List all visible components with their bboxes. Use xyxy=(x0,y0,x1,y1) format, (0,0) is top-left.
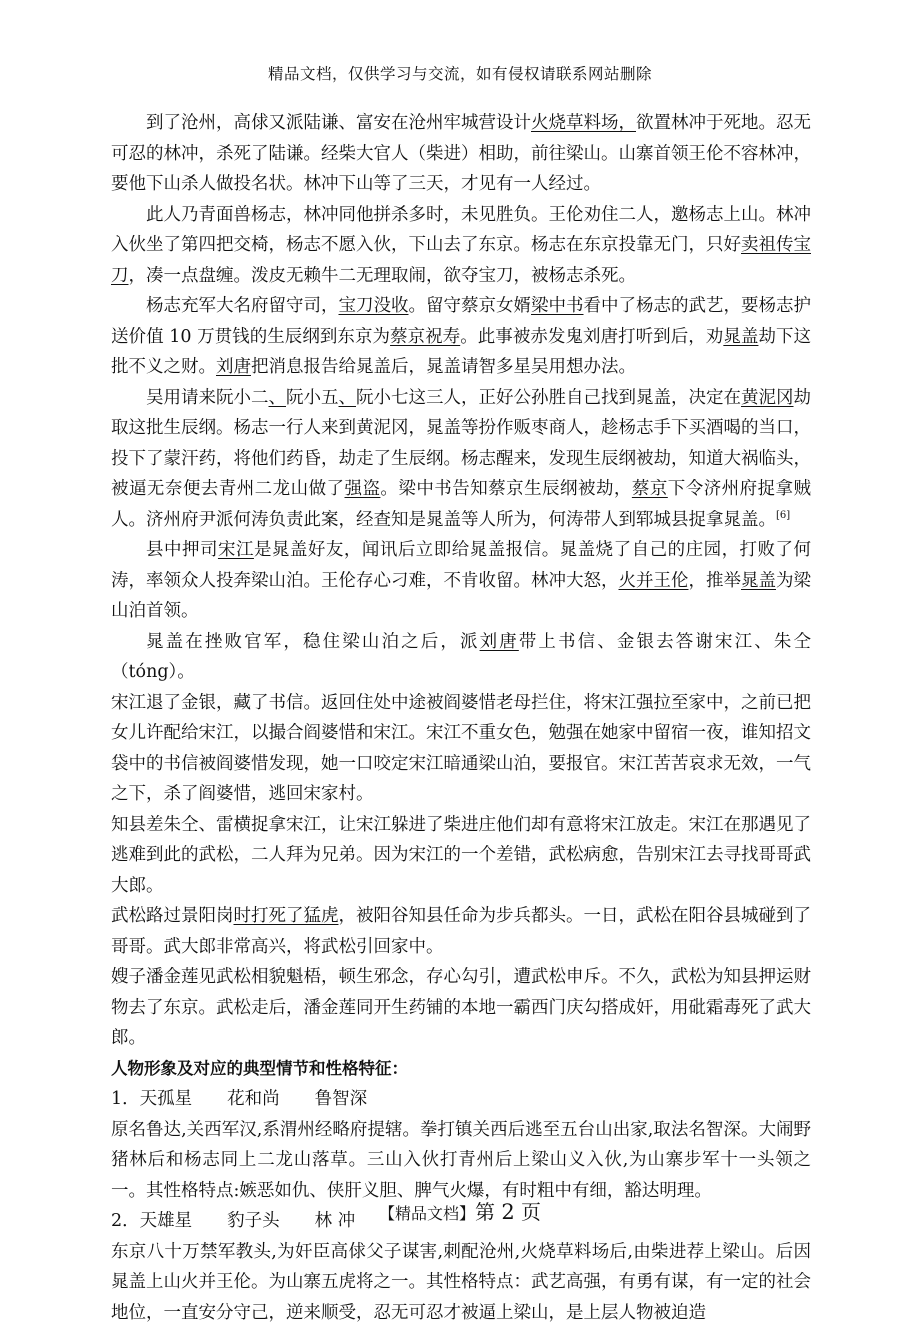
page-header: 精品文档，仅供学习与交流，如有侵权请联系网站删除 xyxy=(0,62,920,84)
document-body xyxy=(111,108,811,1328)
paragraph xyxy=(111,291,811,383)
underlined-text: 时打死了猛虎 xyxy=(234,906,339,926)
underlined-text: 宋江 xyxy=(218,540,254,560)
text-run: 劫取这批生辰纲。杨志一行人来到黄泥冈，晁盖等扮作贩枣商人，趁杨志手下买酒喝的当口，投下了蒙汗药，将他们药昏，劫走了生辰纲。杨志醒来，发现生辰纲被劫，知道大祸临头，被逼无奈便去青州二龙山做了 xyxy=(111,388,811,500)
citation-ref: [6] xyxy=(776,510,790,521)
paragraph xyxy=(111,688,811,810)
text-run: 杨志充军大名府留守司， xyxy=(146,296,339,316)
paragraph xyxy=(111,1115,811,1207)
text-run: 。梁中书告知蔡京生辰纲被劫， xyxy=(380,479,631,499)
section-heading xyxy=(111,1054,811,1085)
paragraph xyxy=(111,627,811,688)
text-run: 。留守蔡京女婿 xyxy=(409,296,532,316)
paragraph xyxy=(111,200,811,292)
text-run: 晁盖在挫败官军，稳住梁山泊之后，派 xyxy=(146,632,480,652)
text-run: 是晁盖好友，闻讯后立即给晁盖报信。晁盖烧了自己的庄园，打败了何涛，率领众人投奔梁山泊。王伦存心刁难，不肯收留。林冲大怒， xyxy=(111,540,811,591)
paragraph xyxy=(111,1237,811,1328)
underlined-text: 火烧草料场， xyxy=(531,113,636,133)
text-run: 2．天雄星 豹子头 林 冲 xyxy=(111,1211,355,1231)
underlined-text: 强盗 xyxy=(345,479,381,499)
paragraph xyxy=(111,1084,811,1115)
text-run: 把消息报告给晁盖后，晁盖请智多星吴用想办法。 xyxy=(251,357,636,377)
text-run: 知县差朱仝、雷横捉拿宋江，让宋江躲进了柴进庄他们却有意将宋江放走。宋江在那遇见了逃难到此的武松，二人拜为兄弟。因为宋江的一个差错，武松病愈，告别宋江去寻找哥哥武大郎。 xyxy=(111,815,811,896)
text-run: 到了沧州，高俅又派陆谦、富安在沧州牢城营设计 xyxy=(146,113,531,133)
text-run: ，凑一点盘缠。泼皮无赖牛二无理取闹，欲夺宝刀，被杨志杀死。 xyxy=(129,266,637,286)
text-run: 劫下这批不义之财。 xyxy=(111,327,811,378)
text-run: 。此事被赤发鬼刘唐打听到后，劝 xyxy=(460,327,723,347)
page-footer xyxy=(0,1196,920,1225)
footer-tag: 【精品文档】 xyxy=(379,1204,475,1223)
text-run: 阮小五 xyxy=(286,388,339,408)
underlined-text: 刘唐 xyxy=(480,632,519,652)
page-number: 2 xyxy=(501,1200,514,1224)
underlined-text: 晁盖 xyxy=(723,327,758,347)
text-run: 县中押司 xyxy=(146,540,218,560)
text-run: 东京八十万禁军教头,为奸臣高俅父子谋害,刺配沧州,火烧草料场后,由柴进荐上梁山。后因晁盖上山火并王伦。为山寨五虎将之一。其性格特点：武艺高强，有勇有谋，有一定的社会地位，一直安分守己，逆来顺受，忍无可忍才被逼上梁山，是上层人物被迫造 xyxy=(111,1242,811,1323)
underlined-text: 卖祖传宝刀 xyxy=(111,235,811,286)
underlined-text: 、 xyxy=(339,388,357,408)
footer-label-before: 第 xyxy=(475,1200,495,1224)
text-run: 1．天孤星 花和尚 鲁智深 xyxy=(111,1089,367,1109)
underlined-text: 晁盖 xyxy=(741,571,776,591)
text-run: ，被阳谷知县任命为步兵都头。一日，武松在阳谷县城碰到了哥哥。武大郎非常高兴，将武松引回家中。 xyxy=(111,906,811,957)
underlined-text: 刘唐 xyxy=(216,357,251,377)
text-run: 阮小七这三人，正好公孙胜自己找到晁盖，决定在 xyxy=(356,388,741,408)
underlined-text: 蔡京祝寿 xyxy=(390,327,460,347)
text-run: 为梁山泊首领。 xyxy=(111,571,811,622)
text-run: 武松路过景阳岗 xyxy=(111,906,234,926)
paragraph xyxy=(111,108,811,200)
text-run: 带上书信、金银去答谢宋江、朱仝（tóng）。 xyxy=(111,632,811,683)
text-run: 看中了杨志的武艺，要杨志护送价值 10 万贯钱的生辰纲到东京为 xyxy=(111,296,811,347)
paragraph xyxy=(111,962,811,1054)
text-run: 此人乃青面兽杨志，林冲同他拼杀多时，未见胜负。王伦劝住二人，邀杨志上山。林冲入伙坐了第四把交椅，杨志不愿入伙，下山去了东京。杨志在东京投靠无门，只好 xyxy=(111,205,811,256)
underlined-text: 梁中书 xyxy=(531,296,584,316)
paragraph xyxy=(111,901,811,962)
footer-label-after: 页 xyxy=(521,1200,541,1224)
paragraph xyxy=(111,383,811,536)
paragraph xyxy=(111,810,811,902)
text-run: 欲置林冲于死地。忍无可忍的林冲，杀死了陆谦。经柴大官人（柴进）相助，前往梁山。山寨首领王伦不容林冲，要他下山杀人做投名状。林冲下山等了三天，才见有一人经过。 xyxy=(111,113,811,194)
text-run: 宋江退了金银，藏了书信。返回住处中途被阎婆惜老母拦住，将宋江强拉至家中，之前已把女儿许配给宋江，以撮合阎婆惜和宋江。宋江不重女色，勉强在她家中留宿一夜，谁知招文袋中的书信被阎婆惜发现，她一口咬定宋江暗通梁山泊，要报官。宋江苦苦哀求无效，一气之下，杀了阎婆惜，逃回宋家村。 xyxy=(111,693,811,805)
underlined-text: 火并王伦 xyxy=(619,571,689,591)
text-run: 人物形象及对应的典型情节和性格特征： xyxy=(111,1059,408,1078)
underlined-text: 黄泥冈 xyxy=(741,388,794,408)
underlined-text: 蔡京 xyxy=(632,479,668,499)
underlined-text: 宝刀没收 xyxy=(339,296,409,316)
underlined-text: 、 xyxy=(269,388,287,408)
text-run: 原名鲁达,关西军汉,系渭州经略府提辖。拳打镇关西后逃至五台山出家,取法名智深。大闹野猪林后和杨志同上二龙山落草。三山入伙打青州后上梁山义入伙,为山寨步军十一头领之一。其性格特点:嫉恶如仇、侠肝义胆、脾气火爆，有时粗中有细，豁达明理。 xyxy=(111,1120,811,1201)
text-run: ，推举 xyxy=(689,571,742,591)
text-run: 吴用请来阮小二 xyxy=(146,388,269,408)
text-run: 下令济州府捉拿贼人。济州府尹派何涛负责此案，经查知是晁盖等人所为，何涛带人到郓城县捉拿晁盖。 xyxy=(111,479,811,530)
paragraph xyxy=(111,535,811,627)
text-run: 嫂子潘金莲见武松相貌魁梧，顿生邪念，存心勾引，遭武松申斥。不久，武松为知县押运财物去了东京。武松走后，潘金莲同开生药铺的本地一霸西门庆勾搭成奸，用砒霜毒死了武大郎。 xyxy=(111,967,811,1048)
